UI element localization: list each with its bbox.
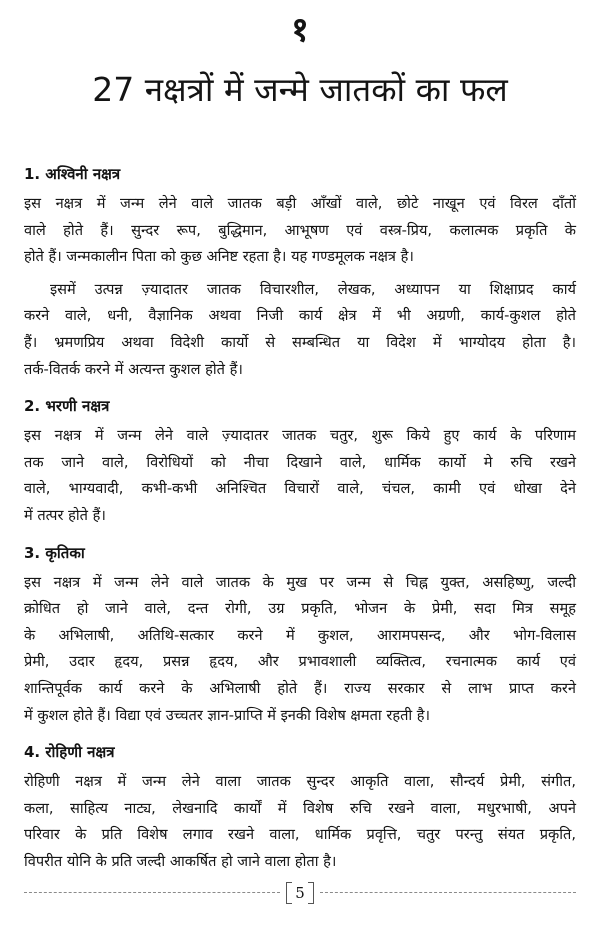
paragraph-line: क्रोधित हो जाने वाले, दन्त रोगी, उग्र प्रकृति, भोजन के प्रेमी, सदा मित्र समूह (24, 600, 576, 618)
paragraph-line: में तत्पर होते हैं। (24, 506, 106, 524)
paragraph-line: प्रेमी, उदार हृदय, प्रसन्न हृदय, और प्रभावशाली व्यक्तित्व, रचनात्मक कार्य एवं (24, 653, 576, 671)
paragraph-line: विपरीत योनि के प्रति जल्दी आकर्षित हो जाने वाला होता है। (24, 852, 337, 870)
paragraph-line: इसमें उत्पन्न ज़्यादातर जातक विचारशील, लेखक, अध्यापन या शिक्षाप्रद कार्य (50, 280, 576, 298)
section-paragraph (24, 423, 576, 529)
paragraph-line: के अभिलाषी, अतिथि-सत्कार करने में कुशल, आरामपसन्द, और भोग-विलास (24, 626, 576, 644)
section-heading: 1. अश्विनी नक्षत्र (24, 165, 121, 183)
chapter-title: 27 नक्षत्रों में जन्मे जातकों का फल (92, 70, 508, 109)
paragraph-line: कला, साहित्य नाट्य, लेखनादि कार्यों में विशेष रुचि रखने वाला, मधुरभाषी, अपने (24, 799, 576, 817)
chapter-content (24, 161, 576, 875)
section-heading: 2. भरणी नक्षत्र (24, 397, 110, 416)
paragraph-line: करने वाले, धनी, वैज्ञानिक अथवा निजी कार्य क्षेत्र में भी अग्रणी, कार्य-कुशल होते (24, 307, 576, 325)
paragraph-line: इस नक्षत्र में जन्म लेने वाले जातक के मुख पर जन्म से चिह्न युक्त, असहिष्णु, जल्दी (24, 573, 576, 591)
section-heading: 3. कृतिका (24, 543, 85, 562)
paragraph-line: हैं। भ्रमणप्रिय अथवा विदेशी कार्यो से सम्बन्धित या विदेश में भाग्योदय होता है। (24, 333, 576, 351)
paragraph-line: वाले होते हैं। सुन्दर रूप, बुद्धिमान, आभूषण एवं वस्त्र-प्रिय, कलात्मक प्रकृति के (24, 221, 576, 239)
footer-rule-left (24, 892, 280, 893)
page-footer (24, 880, 576, 906)
section-paragraph (24, 769, 576, 875)
footer-rule-right (320, 892, 576, 893)
paragraph-line: में कुशल होते हैं। विद्या एवं उच्चतर ज्ञान-प्राप्ति में इनकी विशेष क्षमता रहती है। (24, 706, 431, 724)
section-heading: 4. रोहिणी नक्षत्र (24, 743, 115, 762)
paragraph-line: होते हैं। जन्मकालीन पिता को कुछ अनिष्ट रहता है। यह गण्डमूलक नक्षत्र है। (24, 248, 414, 266)
section-paragraph (24, 570, 576, 730)
paragraph-line: शान्तिपूर्वक कार्य करने के अभिलाषी होते हैं। राज्य सरकार से लाभ प्राप्त करने (24, 679, 576, 697)
paragraph-line: इस नक्षत्र में जन्म लेने वाले ज़्यादातर जातक चतुर, शुरू किये हुए कार्य के परिणाम (24, 427, 576, 445)
section-paragraph (24, 277, 576, 383)
paragraph-line: तर्क-वितर्क करने में अत्यन्त कुशल होते हैं। (24, 360, 243, 378)
paragraph-line: परिवार के प्रति विशेष लगाव रखने वाला, धार्मिक प्रवृत्ति, चतुर परन्तु संयत प्रकृति, (24, 826, 576, 844)
paragraph-line: रोहिणी नक्षत्र में जन्म लेने वाला जातक सुन्दर आकृति वाला, सौन्दर्य प्रेमी, संगीत, (24, 773, 576, 791)
paragraph-line: तक जाने वाले, विरोधियों को नीचा दिखाने वाले, धार्मिक कार्यो मे रुचि रखने (24, 453, 576, 471)
chapter-number: १ (291, 10, 309, 50)
paragraph-line: इस नक्षत्र में जन्म लेने वाले जातक बड़ी आँखों वाले, छोटे नाखून एवं विरल दाँतों (24, 195, 576, 212)
page-number: 5 (286, 880, 314, 906)
section-paragraph (24, 191, 576, 271)
paragraph-line: वाले, भाग्यवादी, कभी-कभी अनिश्चित विचारों वाले, चंचल, कामी एवं धोखा देने (24, 480, 576, 498)
